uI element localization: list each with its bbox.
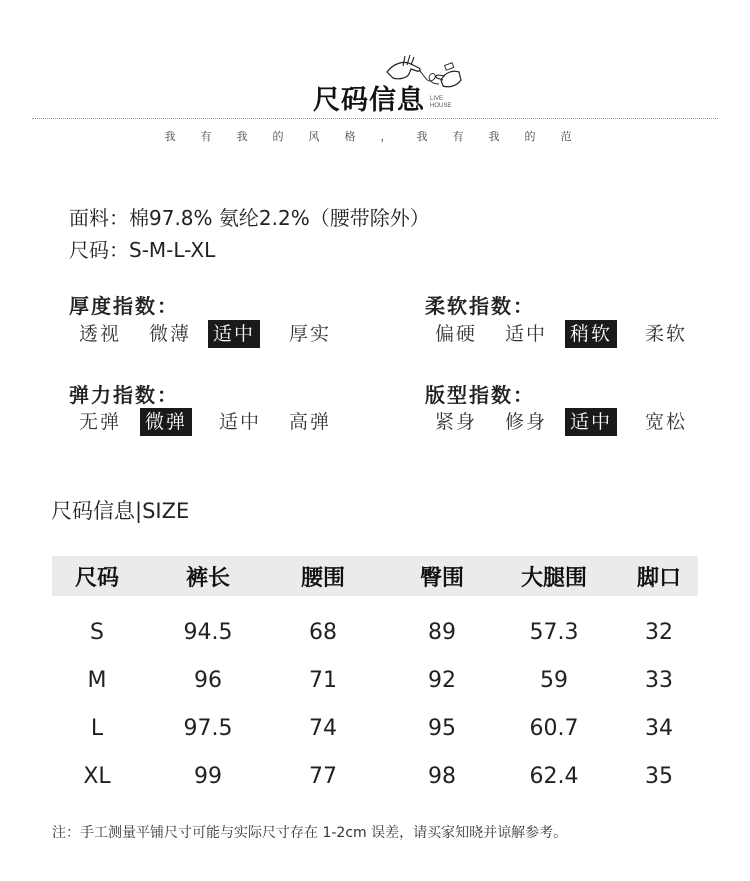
thickness-option-selected: 适中 xyxy=(208,320,260,348)
table-cell: L xyxy=(90,716,104,741)
fit-option: 修身 xyxy=(505,411,548,433)
table-cell: 94.5 xyxy=(183,620,233,645)
column-header: 大腿围 xyxy=(520,566,588,591)
elasticity-option-selected: 微弹 xyxy=(140,408,192,436)
logo-line-1: LIVE xyxy=(430,96,444,102)
table-cell: 98 xyxy=(428,764,456,789)
table-cell: 59 xyxy=(540,668,568,693)
slogan-char: 范 xyxy=(560,130,572,143)
table-cell: 74 xyxy=(309,716,337,741)
slogan-char: 我 xyxy=(416,130,428,143)
fabric-composition: 面料：棉97.8% 氨纶2.2%（腰带除外） xyxy=(69,206,430,230)
thickness-option: 透视 xyxy=(79,323,122,345)
table-cell: 34 xyxy=(645,716,673,741)
fit-index-title: 版型指数： xyxy=(425,383,535,407)
brand-logo-text xyxy=(430,96,451,110)
table-cell: 60.7 xyxy=(529,716,579,741)
slogan-char: 风 xyxy=(308,130,320,143)
softness-index-title: 柔软指数： xyxy=(425,294,535,318)
table-cell: 92 xyxy=(428,668,456,693)
thickness-index-title: 厚度指数： xyxy=(69,294,179,318)
elasticity-option: 无弹 xyxy=(79,411,122,433)
elasticity-index-title: 弹力指数： xyxy=(69,383,179,407)
table-cell: 89 xyxy=(428,620,456,645)
elasticity-option: 适中 xyxy=(219,411,262,433)
table-cell: 68 xyxy=(309,620,337,645)
page-title: 尺码信息 xyxy=(313,85,425,116)
size-range: 尺码：S-M-L-XL xyxy=(69,238,216,262)
table-cell: 33 xyxy=(645,668,673,693)
slogan-char: 有 xyxy=(452,130,464,143)
column-header: 尺码 xyxy=(74,566,120,591)
column-header: 脚口 xyxy=(636,566,682,591)
column-header: 腰围 xyxy=(300,566,346,591)
slogan-char: 的 xyxy=(272,130,284,143)
softness-option: 适中 xyxy=(505,323,548,345)
table-cell: 71 xyxy=(309,668,337,693)
fit-option: 紧身 xyxy=(435,411,478,433)
slogan xyxy=(0,128,750,144)
slogan-char: 的 xyxy=(524,130,536,143)
table-cell: 97.5 xyxy=(183,716,233,741)
table-cell: 77 xyxy=(309,764,337,789)
slogan-char: 我 xyxy=(164,130,176,143)
slogan-char: ， xyxy=(380,130,392,143)
softness-option-selected: 稍软 xyxy=(565,320,617,348)
table-cell: XL xyxy=(83,764,111,789)
header xyxy=(0,0,750,160)
table-header xyxy=(52,556,698,596)
table-cell: M xyxy=(87,668,107,693)
slogan-char: 有 xyxy=(200,130,212,143)
fit-option-selected: 适中 xyxy=(565,408,617,436)
table-cell: 99 xyxy=(194,764,222,789)
table-cell: 95 xyxy=(428,716,456,741)
column-header: 臀围 xyxy=(419,566,465,591)
dotted-divider xyxy=(32,118,718,119)
table-cell: 35 xyxy=(645,764,673,789)
table-cell: S xyxy=(90,620,104,645)
elasticity-option: 高弹 xyxy=(289,411,332,433)
slogan-char: 格 xyxy=(344,130,356,143)
table-cell: 96 xyxy=(194,668,222,693)
slogan-char: 我 xyxy=(236,130,248,143)
thickness-option: 厚实 xyxy=(289,323,332,345)
measurement-note: 注：手工测量平铺尺寸可能与实际尺寸存在 1-2cm 误差，请买家知晓并谅解参考。 xyxy=(52,825,568,841)
fit-option: 宽松 xyxy=(645,411,688,433)
table-cell: 32 xyxy=(645,620,673,645)
slogan-char: 我 xyxy=(488,130,500,143)
table-cell: 62.4 xyxy=(529,764,579,789)
thickness-option: 微薄 xyxy=(149,323,192,345)
table-cell: 57.3 xyxy=(529,620,579,645)
softness-option: 柔软 xyxy=(645,323,688,345)
column-header: 裤长 xyxy=(185,566,231,591)
logo-line-2: HOUSE xyxy=(430,103,452,109)
softness-option: 偏硬 xyxy=(435,323,478,345)
size-table-title: 尺码信息|SIZE xyxy=(51,499,190,523)
